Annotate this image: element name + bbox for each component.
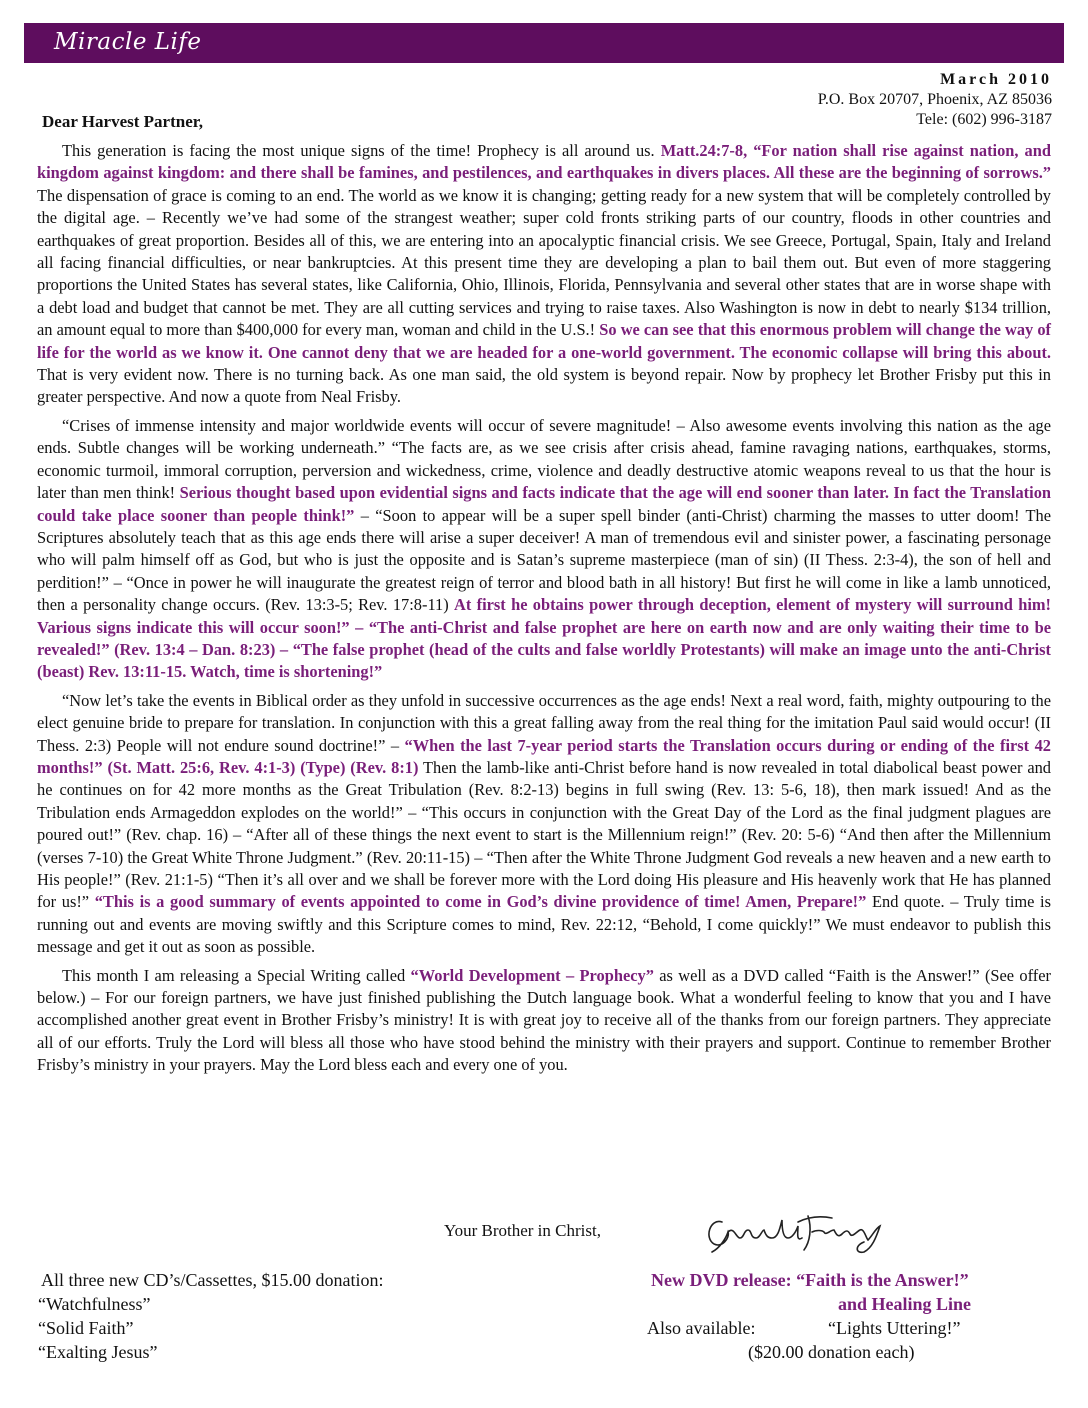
- dvd-title: New DVD release: “Faith is the Answer!”: [651, 1270, 969, 1290]
- paragraph-4: [37, 965, 1051, 1077]
- masthead-banner: [24, 23, 1064, 63]
- cd-title: “Exalting Jesus”: [38, 1342, 158, 1362]
- scripture-highlight: Serious thought based upon evidential signs and facts indicate that the age will end sooner than later. In fact the Translation could take place sooner than people think!”: [37, 483, 1052, 525]
- mailing-address: P.O. Box 20707, Phoenix, AZ 85036: [817, 91, 1052, 108]
- cd-offer-heading: All three new CD’s/Cassettes, $15.00 donation:: [41, 1270, 384, 1290]
- signature-image: [700, 1208, 890, 1256]
- body-text: “Now let’s take the events in Biblical order as they unfold in successive occurrences as the age ends! Next a real word, faith, mighty outpouring to the elect genuine bride to prepare for translation. In conjunction with this a great falling away from the real thing for the imitation Paul said would occur! (II Thess. 2:3) People will not endure sound doctrine!” –: [37, 690, 1051, 755]
- donation-note: ($20.00 donation each): [748, 1342, 915, 1362]
- paragraph-3: [37, 690, 1051, 959]
- salutation: Dear Harvest Partner,: [42, 112, 203, 131]
- body-text: This generation is facing the most unique signs of the time! Prophecy is all around us.: [62, 141, 661, 160]
- letter-header: [818, 70, 1052, 130]
- paragraph-1: [37, 140, 1051, 409]
- phone-number: Tele: (602) 996-3187: [916, 111, 1052, 128]
- body-text: End quote. – Truly time is running out and events are moving swiftly and this Scripture comes to mind, Rev. 22:12, “Behold, I come quickly!” We must endeavor to publish this message and get it out as soon as possible.: [37, 892, 1051, 957]
- dvd-subtitle: and Healing Line: [838, 1294, 972, 1314]
- scripture-highlight: So we can see that this enormous problem will change the way of life for the world as we know it. One cannot deny that we are headed for a one-world government. The economic collapse will bring this about.: [37, 320, 1051, 362]
- letter-body: [37, 140, 1051, 1083]
- body-text: That is very evident now. There is no turning back. As one man said, the old system is beyond repair. Now by prophecy let Brother Frisby put this in greater perspective. And now a quote from Neal Frisby.: [37, 365, 1051, 407]
- body-text: as well as a DVD called “Faith is the Answer!” (See offer below.) – For our foreign partners, we have just finished publishing the Dutch language book. What a wonderful feeling to know that you and I have accomplished another great event in Brother Frisby’s ministry! It is with great joy to receive all of the thanks from our foreign partners. They appreciate all of our efforts. Truly the Lord will bless all those who have stood behind the ministry with their prayers and support. Continue to remember Brother Frisby’s ministry in your prayers. May the Lord bless each and every one of you.: [37, 965, 1051, 1075]
- body-text: Then the lamb-like anti-Christ before hand is now revealed in total diabolical beast power and he continues on for 42 more months as the Great Tribulation (Rev. 8:2-13) begins in full swing (Rev. 13: 5-6, 18), then mark issued! And as the Tribulation ends Armageddon explodes on the world!” – “This occurs in conjunction with the Great Day of the Lord as the final judgment plagues are poured out!” (Rev. chap. 16) – “After all of these things the next event to start is the Millennium reign!” (Rev. 20: 5-6) “And then after the Millennium (verses 7-10) the Great White Throne Judgment.” (Rev. 20:11-15) – “Then after the White Throne Judgment God reveals a new heaven and a new earth to His people!” (Rev. 21:1-5) “Then it’s all over and we shall be forever more with the Lord doing His pleasure and His heavenly work that He has planned for us!”: [37, 757, 1052, 912]
- cd-offer: [38, 1268, 383, 1364]
- body-text: The dispensation of grace is coming to an end. The world as we know it is changing; getting ready for a new system that will be completely controlled by the digital age. – Recently we’ve had some of the strangest weather; super cold fronts striking parts of our country, floods in other countries and earthquakes of great proportion. Besides all of this, we are entering into an apocalyptic financial crisis. We see Greece, Portugal, Spain, Italy and Ireland all facing financial difficulties, or near bankruptcies. At this present time they are developing a plan to bail them out. But even of more staggering proportions the United States has several states, like California, Ohio, Illinois, Florida, Pennsylvania and several other states that are in worse shape with a debt load and budget that cannot be met. They are all cutting services and trying to raise taxes. Also Washington is now in debt to nearly $134 trillion, an amount equal to more than $400,000 for every man, woman and child in the U.S.!: [37, 185, 1051, 340]
- scripture-highlight: At first he obtains power through deception, element of mystery will surround him! Various signs indicate this will occur soon!” – “The anti-Christ and false prophet are here on earth now and are only waiting their time to be revealed!” (Rev. 13:4 – Dan. 8:23) – “The false prophet (head of the cults and false worldly Protestants) will make an image unto the anti-Christ (beast) Rev. 13:11-15. Watch, time is shortening!”: [37, 595, 1051, 682]
- body-text: This month I am releasing a Special Writing called: [62, 965, 411, 985]
- masthead-title: Miracle Life: [54, 29, 202, 55]
- paragraph-2: [37, 415, 1051, 684]
- letter-date: March 2010: [940, 71, 1052, 88]
- scripture-highlight: Matt.24:7-8, “For nation shall rise against nation, and kingdom against kingdom: and there shall be famines, and pestilences, and earthquakes in divers places. All these are the beginning of sorrows.”: [37, 141, 1051, 183]
- also-available-item: “Lights Uttering!”: [828, 1318, 961, 1338]
- closing-line: Your Brother in Christ,: [444, 1221, 601, 1240]
- body-text: – “Soon to appear will be a super spell binder (anti-Christ) charming the masses to utter doom! The Scriptures absolutely teach that as this age ends there will arise a super deceiver! A man of tremendous evil and sinister power, a fascinating personage who will palm himself off as God, but who is just the opposite and is Satan’s supreme masterpiece (man of sin) (II Thess. 2:3-4), the son of hell and perdition!” – “Once in power he will inaugurate the greatest reign of terror and blood bath in all history! But first he will come in like a lamb unnoticed, then a personality change occurs. (Rev. 13:3-5; Rev. 17:8-11): [37, 505, 1051, 615]
- scripture-highlight: “When the last 7-year period starts the Translation occurs during or ending of the first 42 months!” (St. Matt. 25:6, Rev. 4:1-3) (Type) (Rev. 8:1): [37, 735, 1051, 777]
- also-available-label: Also available:: [647, 1318, 756, 1338]
- body-text: “Crises of immense intensity and major worldwide events will occur of severe magnitude! – Also awesome events involving this nation as the age ends. Subtle changes will be working underneath.” “The facts are, as we see crisis after crisis ahead, famine ravaging nations, earthquakes, storms, economic turmoil, immoral corruption, perversion and wickedness, crime, violence and deadly destructive atomic weapons reveal to us that the hour is later than men think!: [37, 415, 1051, 503]
- cd-title: “Watchfulness”: [38, 1294, 151, 1314]
- scripture-highlight: “World Development – Prophecy”: [410, 965, 654, 985]
- cd-title: “Solid Faith”: [38, 1318, 134, 1338]
- scripture-highlight: “This is a good summary of events appointed to come in God’s divine providence of time! Amen, Prepare!”: [94, 892, 867, 912]
